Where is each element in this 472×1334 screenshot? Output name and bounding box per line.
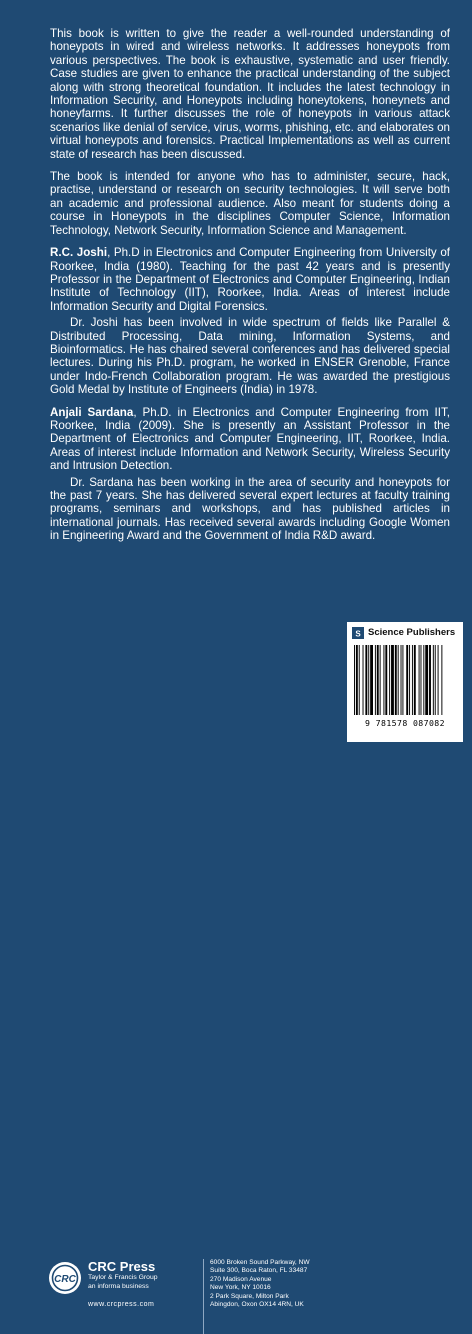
barcode-bar: [363, 645, 364, 715]
barcode-bar: [380, 645, 381, 715]
address-3: [210, 1293, 340, 1308]
barcode-bar: [368, 645, 369, 715]
author-2-name: Anjali Sardana: [50, 405, 134, 419]
publisher-url: www.crcpress.com: [88, 1301, 155, 1308]
author-1-bio-continued: Dr. Joshi has been involved in wide spectrum of fields like Parallel & Distributed Processing, Data mining, Information Systems, and Bioinformatics. He has chaired several conferences and has delivered special lectures. During his Ph.D. program, he worked in ENSER Grenoble, France under Indo-French Collaboration program. He was awarded the prestigious Gold Medal by Institute of Engineers (India) in 1978.: [50, 316, 450, 397]
crc-logo-text: CRC: [54, 1274, 76, 1285]
barcode-bar: [383, 645, 384, 715]
barcode-bar: [421, 645, 422, 715]
barcode-bar: [370, 645, 373, 715]
crc-logo-icon: [48, 1261, 82, 1295]
barcode-bar: [389, 645, 390, 715]
barcode-bar: [438, 645, 439, 715]
address-2-line-2: New York, NY 10016: [210, 1283, 271, 1291]
barcode-bar: [365, 645, 367, 715]
footer-divider: [203, 1259, 204, 1334]
barcode-bar: [377, 645, 379, 715]
barcode-bar: [375, 645, 376, 715]
isbn-number: 9 781578 087082: [365, 718, 445, 728]
description-paragraph-2: The book is intended for anyone who has to administer, secure, hack, practise, understand or research on security technologies. It will serve both an academic and professional audience. Also meant for students doing a course in Honeypots in the disciplines Computer Science, Information Technology, Network Security, Information Science and Management.: [50, 170, 450, 237]
business-line: an informa business: [88, 1282, 149, 1290]
author-1-bio: [50, 246, 450, 313]
author-1-bio-text: , Ph.D in Electronics and Computer Engineering from University of Roorkee, India (1980). Teaching for the past 42 years and is presently Professor in the Department of Electronics and Computer Engineering, Indian Institute of Technology (IIT), Roorkee, India. Areas of interest include Information Security and Digital Forensics.: [50, 246, 450, 313]
barcode-bar: [412, 645, 413, 715]
science-publishers-logo-icon: [352, 627, 364, 639]
author-1-name: R.C. Joshi: [50, 246, 108, 260]
barcode-bar: [359, 645, 360, 715]
author-2-bio: [50, 406, 450, 473]
address-1: [210, 1259, 340, 1274]
publisher-name: Science Publishers: [368, 627, 456, 638]
barcode-bar: [401, 645, 402, 715]
press-name: CRC Press: [88, 1259, 156, 1274]
barcode-bar: [429, 645, 431, 715]
barcode-image: [354, 645, 456, 715]
author-2-bio-continued: Dr. Sardana has been working in the area of security and honeypots for the past 7 years. She has delivered several expert lectures at faculty training programs, seminars and workshops, and has published articles in international journals. Has received several awards including Google Women in Engineering Award and the Government of India R&D award.: [50, 475, 450, 543]
group-line: Taylor & Francis Group: [88, 1274, 158, 1281]
address-1-line-2: Suite 300, Boca Raton, FL 33487: [210, 1266, 308, 1274]
barcode-bar: [423, 645, 424, 715]
author-2-bio-text: , Ph.D. in Electronics and Computer Engineering from IIT, Roorkee, India (2009). She is presently an Assistant Professor in the Department of Electronics and Computer Engineering, IIT, Roorkee, India. Areas of interest include Information and Network Security, Wireless Security and Intrusion Detection.: [50, 405, 450, 473]
publisher-addresses: [210, 1259, 340, 1311]
address-3-line-1: 2 Park Square, Milton Park: [210, 1293, 289, 1301]
svg-text:S: S: [355, 628, 361, 638]
barcode-bar: [419, 645, 420, 715]
barcode-bar: [395, 645, 397, 715]
address-1-line-1: 6000 Broken Sound Parkway, NW: [210, 1259, 310, 1266]
barcode-bar: [354, 645, 355, 715]
barcode-bar: [425, 645, 428, 715]
science-publishers-label: [352, 625, 458, 640]
barcode-bar: [414, 645, 416, 715]
address-2-line-1: 270 Madison Avenue: [210, 1276, 272, 1284]
description-paragraph-1: This book is written to give the reader a well-rounded understanding of honeypots in wired and wireless networks. It addresses honeypots from various perspectives. The book is exhaustive, systematic and user friendly. Case studies are given to enhance the practical understanding of the subject along with strong theoretical foundation. It includes the latest technology in Information Security, and Honeypots including honeytokens, honeynets and honeyfarms. It further discusses the role of honeypots in various attack scenarios like denial of service, virus, worms, phishing, etc. and elaborates on virtual honeypots and forensics. Practical Implementations as well as current state of research has been discussed.: [50, 27, 450, 161]
barcode-panel: [347, 622, 463, 742]
barcode-bar: [356, 645, 358, 715]
publisher-info: [88, 1259, 198, 1291]
barcode-bar: [398, 645, 399, 715]
address-2: [210, 1276, 340, 1291]
barcode-bar: [391, 645, 394, 715]
barcode-bar: [385, 645, 387, 715]
barcode-bar: [441, 645, 442, 715]
barcode-bar: [435, 645, 436, 715]
barcode-bar: [406, 645, 408, 715]
barcode-bar: [402, 645, 403, 715]
barcode-bar: [433, 645, 434, 715]
address-3-line-2: Abingdon, Oxon OX14 4RN, UK: [210, 1300, 304, 1308]
barcode-bar: [409, 645, 410, 715]
cover-text: [50, 27, 450, 552]
